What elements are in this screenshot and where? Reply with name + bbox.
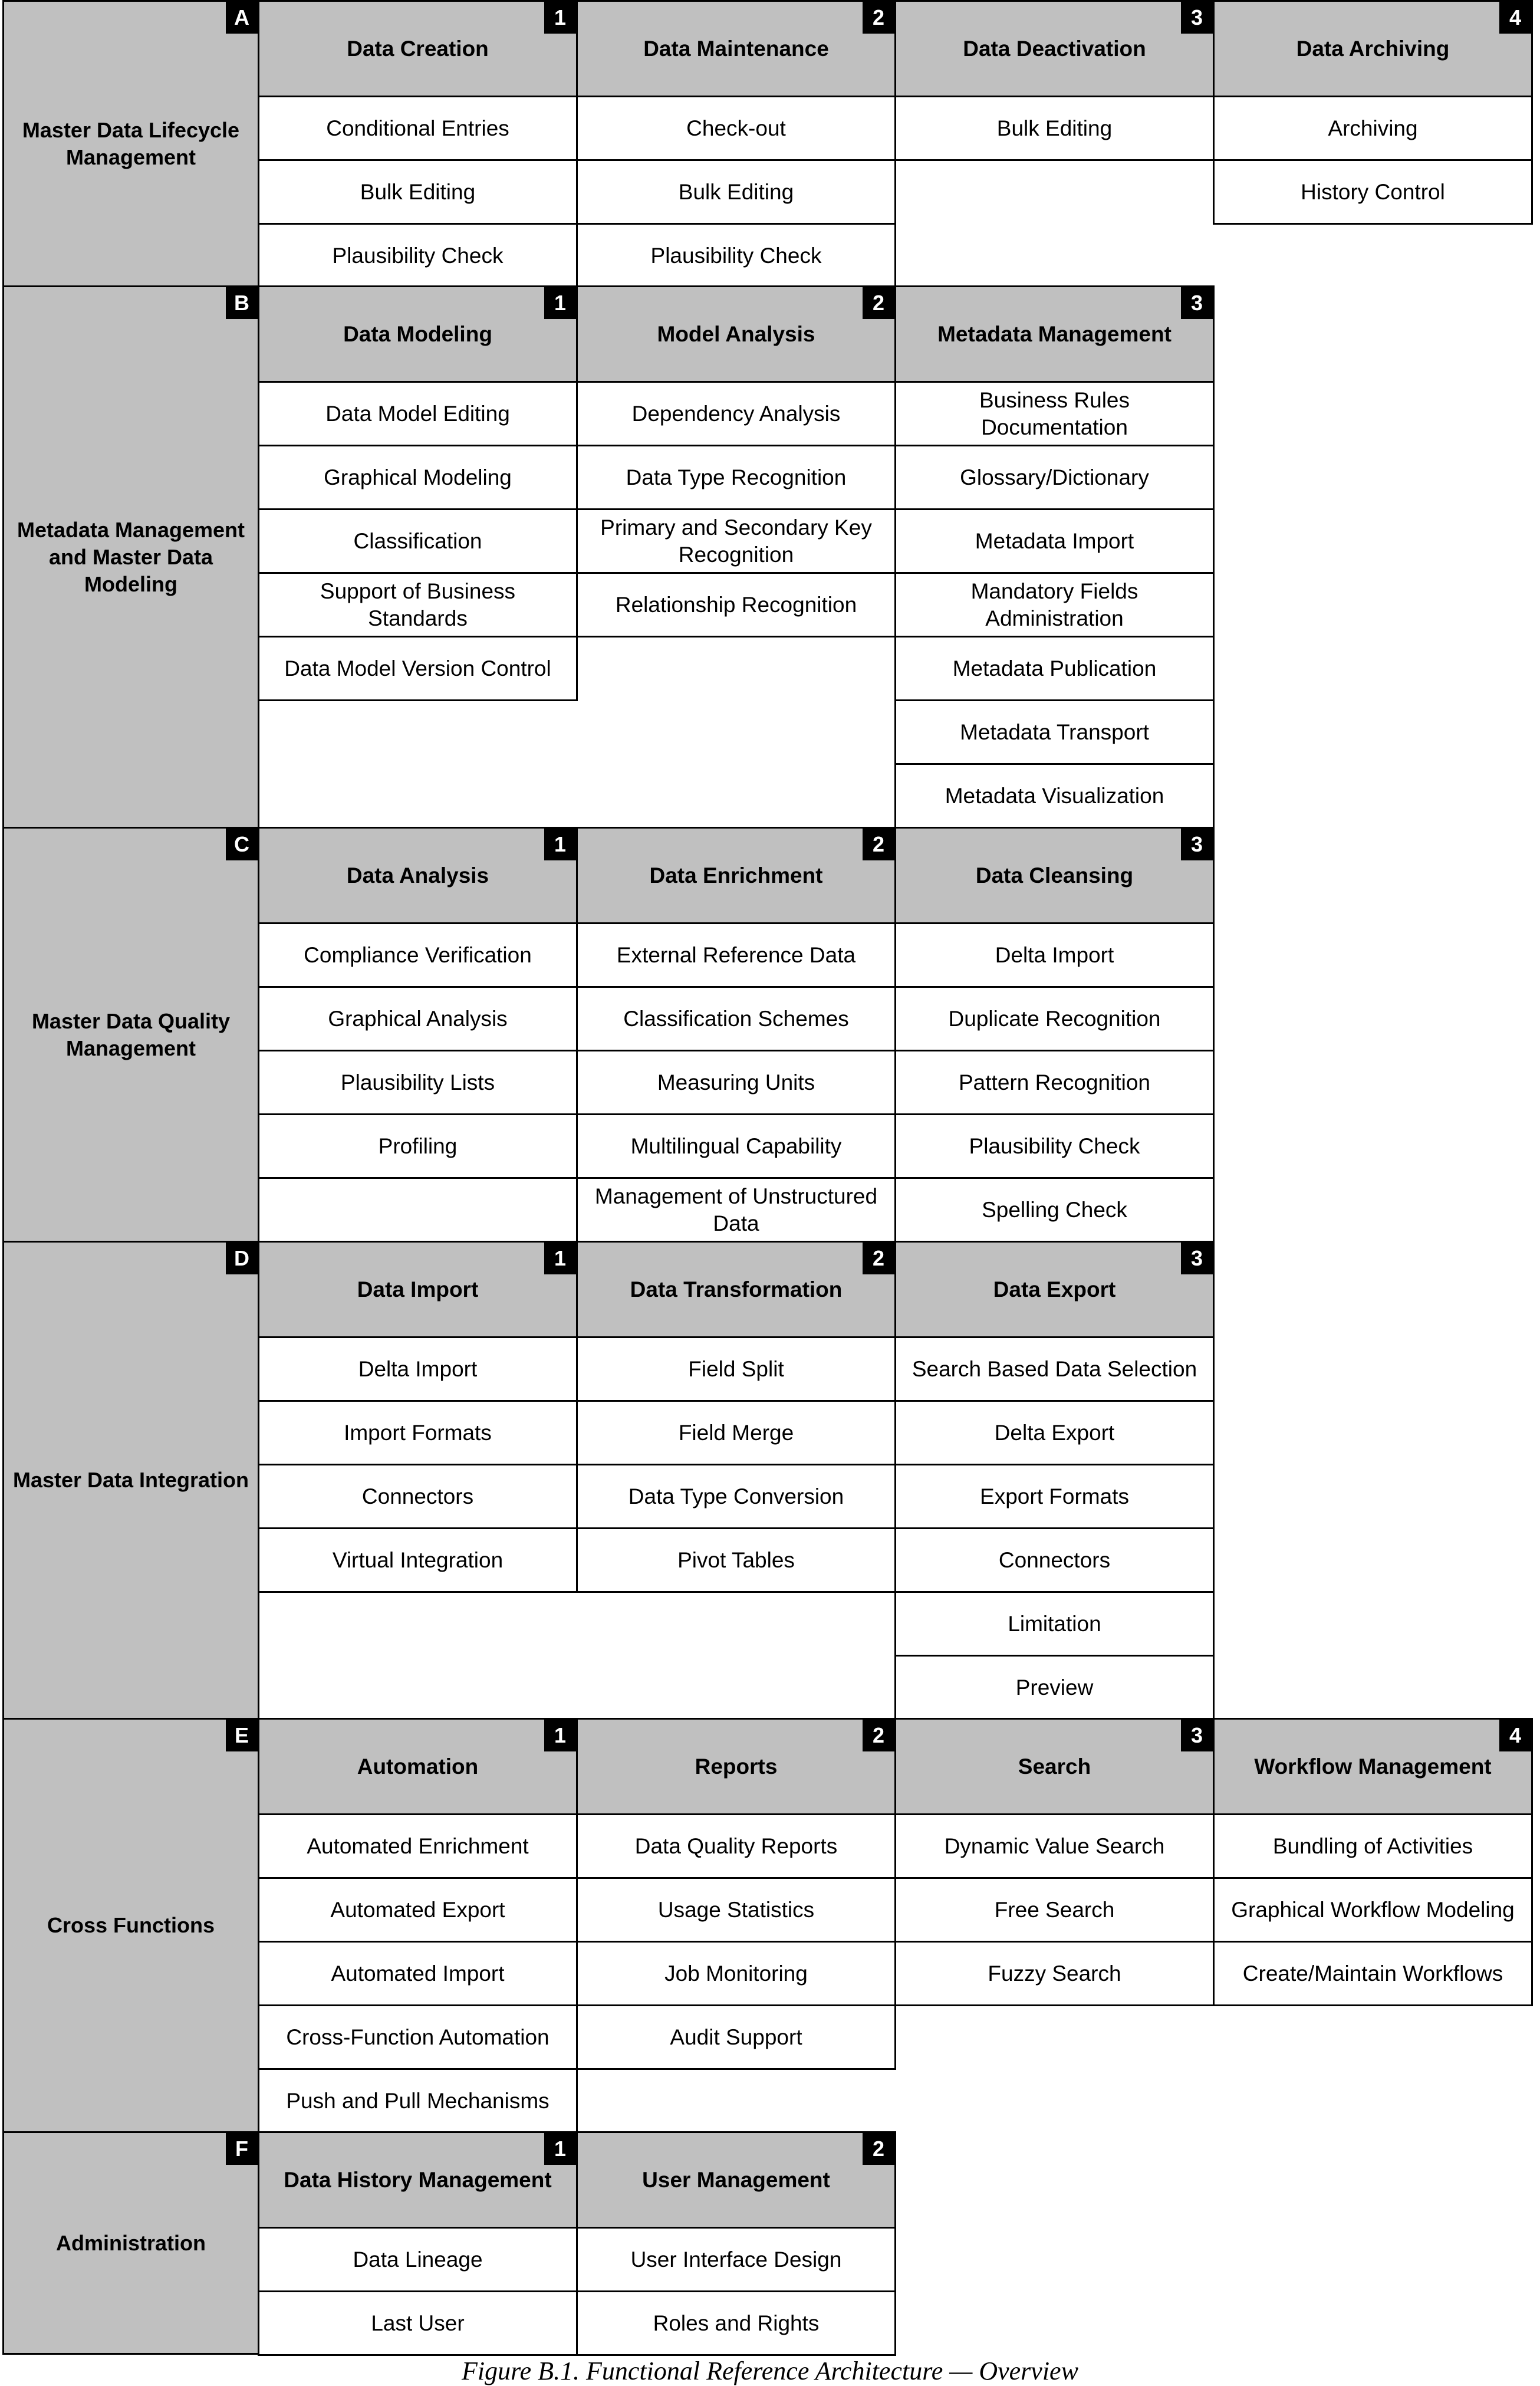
column-title: Model Analysis [657,321,815,346]
function-cell-metadata-visualization: Metadata Visualization [894,763,1215,829]
column-number-badge: 1 [544,2133,576,2165]
column-header-data-enrichment [576,827,896,924]
column-number-badge: 1 [544,1720,576,1751]
function-cell-data-type-conversion: Data Type Conversion [576,1464,896,1529]
column-header-workflow-management [1213,1718,1533,1815]
column-header-model-analysis [576,285,896,383]
function-cell-conditional-entries: Conditional Entries [258,96,578,161]
function-cell-automated-export: Automated Export [258,1877,578,1943]
column-title: Data Cleansing [975,863,1134,888]
function-cell-limitation: Limitation [894,1591,1215,1657]
group-administration [2,2131,259,2355]
column-title: Data Maintenance [643,36,829,61]
function-cell-relationship-recognition: Relationship Recognition [576,572,896,637]
column-number-badge: 2 [863,1243,894,1274]
function-cell-management-of-unstructured-data: Management of Unstructured Data [576,1177,896,1243]
column-number-badge: 2 [863,2,894,34]
column-title: Search [1018,1754,1091,1779]
function-cell-bulk-editing: Bulk Editing [894,96,1215,161]
function-cell-archiving: Archiving [1213,96,1533,161]
function-cell-classification-schemes: Classification Schemes [576,986,896,1051]
function-cell-history-control: History Control [1213,159,1533,225]
group-master-data-lifecycle-management [2,0,259,287]
function-cell-cross-function-automation: Cross-Function Automation [258,2004,578,2070]
column-number-badge: 3 [1181,1243,1213,1274]
column-number-badge: 4 [1499,1720,1531,1751]
group-letter-badge: E [226,1720,258,1751]
column-header-data-creation [258,0,578,97]
column-number-badge: 1 [544,287,576,319]
function-cell-metadata-publication: Metadata Publication [894,636,1215,701]
function-cell-mandatory-fields-administration: Mandatory Fields Administration [894,572,1215,637]
group-letter-badge: B [226,287,258,319]
function-cell-connectors: Connectors [258,1464,578,1529]
column-header-data-transformation [576,1241,896,1338]
column-number-badge: 2 [863,287,894,319]
function-cell-support-of-business-standards: Support of Business Standards [258,572,578,637]
function-cell-dependency-analysis: Dependency Analysis [576,381,896,446]
function-cell-data-model-version-control: Data Model Version Control [258,636,578,701]
column-title: Data Transformation [630,1277,843,1302]
function-cell-classification: Classification [258,508,578,574]
column-header-data-import [258,1241,578,1338]
group-title: Administration [55,2230,206,2255]
function-cell-roles-and-rights: Roles and Rights [576,2290,896,2356]
column-header-data-analysis [258,827,578,924]
function-cell-data-model-editing: Data Model Editing [258,381,578,446]
column-title: Data Import [357,1277,479,1302]
function-cell-metadata-transport: Metadata Transport [894,699,1215,765]
function-cell-bulk-editing: Bulk Editing [576,159,896,225]
function-cell-free-search: Free Search [894,1877,1215,1943]
function-cell-audit-support: Audit Support [576,2004,896,2070]
column-header-automation [258,1718,578,1815]
group-letter-badge: F [226,2133,258,2165]
column-title: Data Archiving [1296,36,1450,61]
column-title: Reports [695,1754,778,1779]
column-header-data-archiving [1213,0,1533,97]
group-letter-badge: D [226,1243,258,1274]
column-header-data-history-management [258,2131,578,2229]
function-cell-graphical-analysis: Graphical Analysis [258,986,578,1051]
column-title: Data Export [993,1277,1116,1302]
function-cell-automated-import: Automated Import [258,1941,578,2006]
column-number-badge: 1 [544,1243,576,1274]
function-cell-compliance-verification: Compliance Verification [258,922,578,988]
column-number-badge: 3 [1181,287,1213,319]
function-cell-field-split: Field Split [576,1336,896,1402]
column-header-reports [576,1718,896,1815]
column-title: Automation [357,1754,479,1779]
column-number-badge: 2 [863,2133,894,2165]
function-cell-data-lineage: Data Lineage [258,2227,578,2292]
function-cell-last-user: Last User [258,2290,578,2356]
column-title: Data History Management [284,2167,552,2192]
group-title: Master Data Lifecycle Management [22,117,240,169]
column-header-user-management [576,2131,896,2229]
column-number-badge: 3 [1181,2,1213,34]
function-cell-automated-enrichment: Automated Enrichment [258,1813,578,1879]
function-cell-check-out: Check-out [576,96,896,161]
column-header-data-maintenance [576,0,896,97]
function-cell-export-formats: Export Formats [894,1464,1215,1529]
function-cell-pattern-recognition: Pattern Recognition [894,1050,1215,1115]
function-cell-delta-export: Delta Export [894,1400,1215,1465]
column-header-search [894,1718,1215,1815]
group-title: Master Data Quality Management [31,1008,231,1060]
column-number-badge: 2 [863,829,894,860]
function-cell-connectors: Connectors [894,1527,1215,1593]
function-cell-graphical-modeling: Graphical Modeling [258,445,578,510]
function-cell-bulk-editing: Bulk Editing [258,159,578,225]
function-cell-spelling-check: Spelling Check [894,1177,1215,1243]
column-title: Data Modeling [343,321,492,346]
column-header-data-deactivation [894,0,1215,97]
group-metadata-management-and-master-data-modeling [2,285,259,829]
group-letter-badge: C [226,829,258,860]
group-title: Cross Functions [47,1913,215,1937]
column-title: Data Analysis [346,863,489,888]
function-cell-preview: Preview [894,1655,1215,1720]
function-cell-metadata-import: Metadata Import [894,508,1215,574]
function-cell-business-rules-documentation: Business Rules Documentation [894,381,1215,446]
function-cell-dynamic-value-search: Dynamic Value Search [894,1813,1215,1879]
function-cell-primary-and-secondary-key-recognition: Primary and Secondary Key Recognition [576,508,896,574]
function-cell-delta-import: Delta Import [258,1336,578,1402]
function-cell-bundling-of-activities: Bundling of Activities [1213,1813,1533,1879]
group-cross-functions [2,1718,259,2133]
column-title: Data Enrichment [649,863,823,888]
function-cell-profiling: Profiling [258,1113,578,1179]
function-cell-pivot-tables: Pivot Tables [576,1527,896,1593]
function-cell-duplicate-recognition: Duplicate Recognition [894,986,1215,1051]
function-cell-plausibility-check: Plausibility Check [894,1113,1215,1179]
column-title: Metadata Management [937,321,1172,346]
column-title: Workflow Management [1254,1754,1492,1779]
group-title: Master Data Integration [12,1468,249,1492]
function-cell-plausibility-check: Plausibility Check [258,223,578,288]
group-master-data-integration [2,1241,259,1720]
function-cell-plausibility-lists: Plausibility Lists [258,1050,578,1115]
function-cell-usage-statistics: Usage Statistics [576,1877,896,1943]
group-letter-badge: A [226,2,258,34]
function-cell-job-monitoring: Job Monitoring [576,1941,896,2006]
column-number-badge: 2 [863,1720,894,1751]
group-master-data-quality-management [2,827,259,1243]
function-cell-create-maintain-workflows: Create/Maintain Workflows [1213,1941,1533,2006]
function-cell-data-type-recognition: Data Type Recognition [576,445,896,510]
function-cell-fuzzy-search: Fuzzy Search [894,1941,1215,2006]
function-cell-multilingual-capability: Multilingual Capability [576,1113,896,1179]
column-title: Data Creation [347,36,489,61]
function-cell-delta-import: Delta Import [894,922,1215,988]
function-cell-graphical-workflow-modeling: Graphical Workflow Modeling [1213,1877,1533,1943]
column-header-data-cleansing [894,827,1215,924]
function-cell-import-formats: Import Formats [258,1400,578,1465]
function-cell-virtual-integration: Virtual Integration [258,1527,578,1593]
column-number-badge: 1 [544,2,576,34]
column-title: User Management [642,2167,830,2192]
function-cell-field-merge: Field Merge [576,1400,896,1465]
column-number-badge: 3 [1181,829,1213,860]
function-cell-user-interface-design: User Interface Design [576,2227,896,2292]
column-title: Data Deactivation [963,36,1146,61]
column-number-badge: 3 [1181,1720,1213,1751]
function-cell-data-quality-reports: Data Quality Reports [576,1813,896,1879]
column-number-badge: 4 [1499,2,1531,34]
function-cell-external-reference-data: External Reference Data [576,922,896,988]
function-cell-push-and-pull-mechanisms: Push and Pull Mechanisms [258,2068,578,2134]
function-cell-glossary-dictionary: Glossary/Dictionary [894,445,1215,510]
function-cell-empty [258,1177,578,1243]
function-cell-search-based-data-selection: Search Based Data Selection [894,1336,1215,1402]
figure-caption: Figure B.1. Functional Reference Architecture — Overview [462,2357,1078,2385]
column-header-data-export [894,1241,1215,1338]
column-header-metadata-management [894,285,1215,383]
function-cell-measuring-units: Measuring Units [576,1050,896,1115]
function-cell-plausibility-check: Plausibility Check [576,223,896,288]
column-number-badge: 1 [544,829,576,860]
group-title: Metadata Management and Master Data Modeling [17,517,245,596]
column-header-data-modeling [258,285,578,383]
